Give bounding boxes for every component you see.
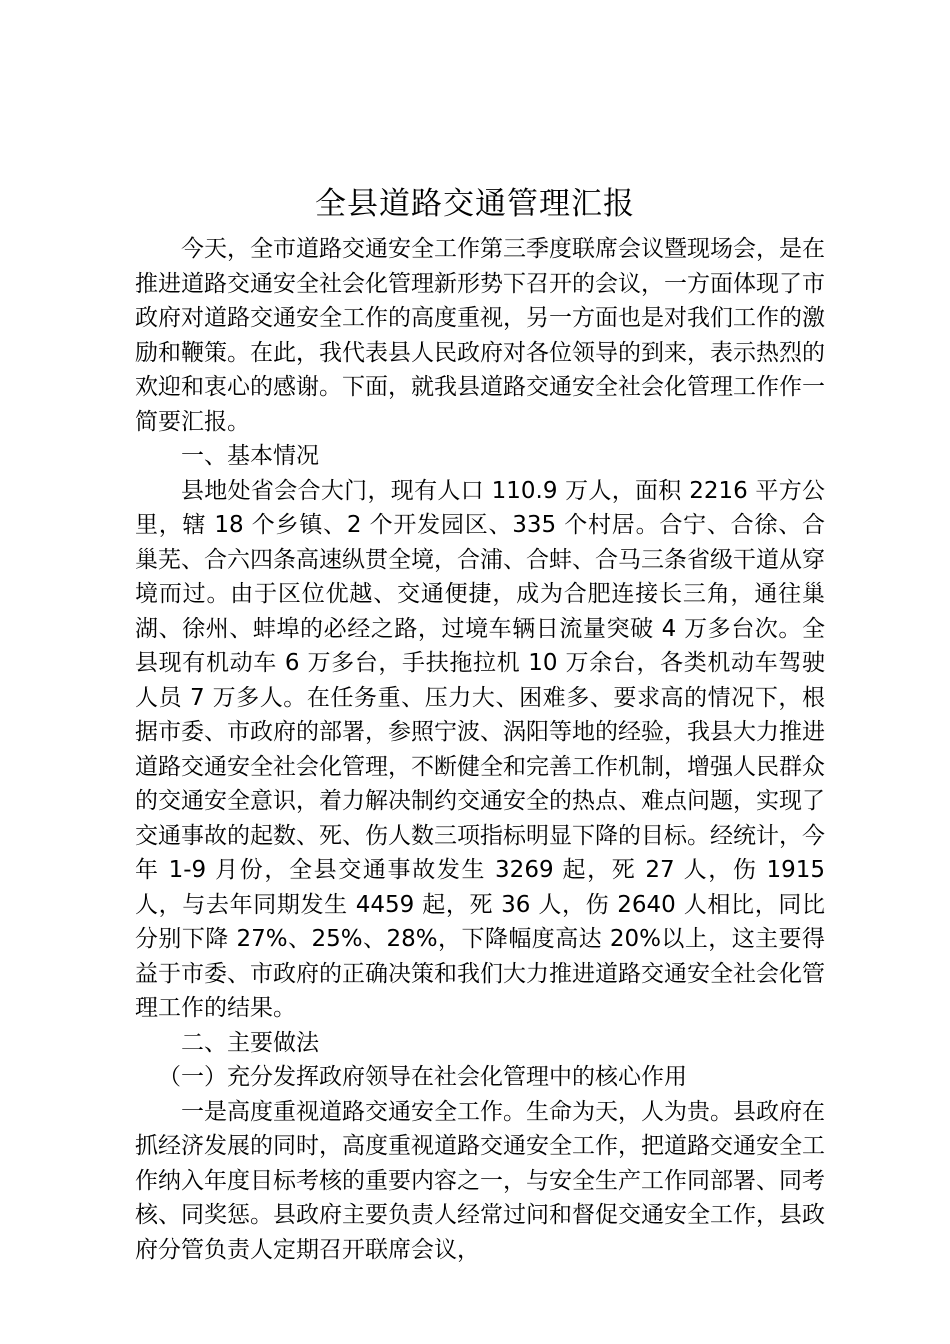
basic-situation-paragraph: 县地处省会合大门，现有人口 110.9 万人，面积 2216 平方公里，辖 18 个乡镇、2 个开发园区、335 个村居。合宁、合徐、合巢芜、合六四条高速纵贯全境，合浦、合蚌、合马三条省级干道从穿境而过。由于区位优越、交通便捷，成为合肥连接长三角，通往巢湖、徐州、蚌埠的必经之路，过境车辆日流量突破 4 万多台次。全县现有机动车 6 万多台，手扶拖拉机 10 万余台，各类机动车驾驶人员 7 万多人。在任务重、压力大、困难多、要求高的情况下，根据市委、市政府的部署，参照宁波、涡阳等地的经验，我县大力推进道路交通安全社会化管理，不断健全和完善工作机制，增强人民群众的交通安全意识，着力解决制约交通安全的热点、难点问题，实现了交通事故的起数、死、伤人数三项指标明显下降的目标。经统计，今年 1-9 月份，全县交通事故发生 3269 起，死 27 人，伤 1915 人，与去年同期发生 4459 起，死 36 人，伤 2640 人相比，同比分别下降 27%、25%、28%，下降幅度高达 20%以上，这主要得益于市委、市政府的正确决策和我们大力推进道路交通安全社会化管理工作的结果。 [135, 477, 825, 1021]
section-heading-main-practices: 二、主要做法 [181, 1029, 319, 1056]
government-role-paragraph: 一是高度重视道路交通安全工作。生命为天，人为贵。县政府在抓经济发展的同时，高度重视道路交通安全工作，把道路交通安全工作纳入年度目标考核的重要内容之一，与安全生产工作同部署、同考核、同奖惩。县政府主要负责人经常过问和督促交通安全工作，县政府分管负责人定期召开联席会议， [135, 1098, 825, 1263]
intro-paragraph: 今天，全市道路交通安全工作第三季度联席会议暨现场会，是在推进道路交通安全社会化管理新形势下召开的会议，一方面体现了市政府对道路交通安全工作的高度重视，另一方面也是对我们工作的激励和鞭策。在此，我代表县人民政府对各位领导的到来，表示热烈的欢迎和衷心的感谢。下面，就我县道路交通安全社会化管理工作作一简要汇报。 [135, 236, 825, 435]
section-heading-basic-situation: 一、基本情况 [181, 443, 319, 469]
document-body [135, 232, 825, 1267]
subsection-heading-government-role: （一）充分发挥政府领导在社会化管理中的核心作用 [158, 1064, 687, 1090]
document-title: 全县道路交通管理汇报 [315, 186, 635, 222]
